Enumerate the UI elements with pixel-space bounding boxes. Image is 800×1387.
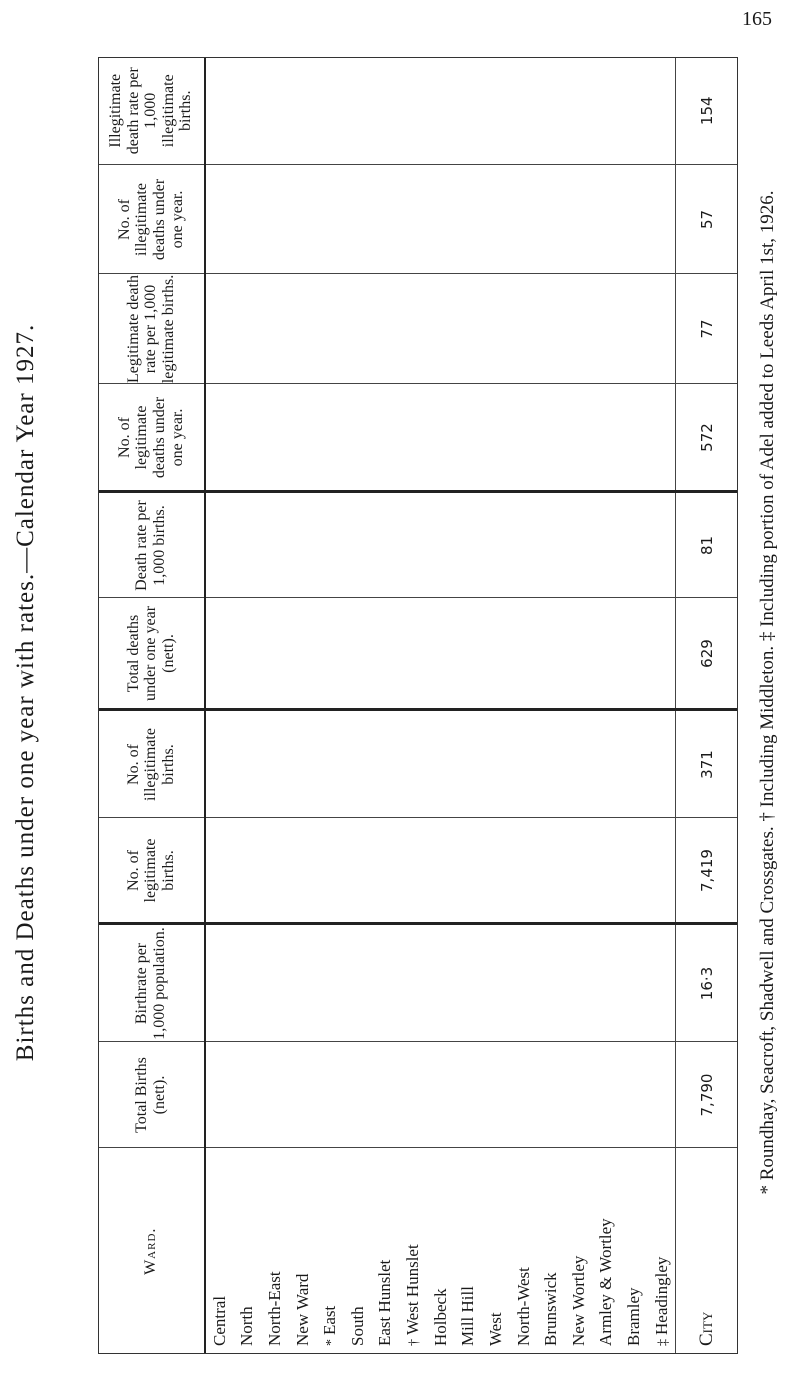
value-cell — [482, 274, 510, 384]
value-cell — [482, 924, 510, 1042]
value-cell — [205, 274, 234, 384]
value-cell — [455, 1042, 483, 1148]
ward-cell — [372, 1148, 400, 1354]
ward-cell — [565, 1148, 593, 1354]
table-row — [648, 57, 676, 1354]
value-cell — [289, 818, 317, 924]
ward-cell — [399, 1148, 427, 1354]
ward-cell — [344, 1148, 372, 1354]
value-cell — [261, 598, 289, 710]
value-cell — [537, 818, 565, 924]
table-row — [399, 57, 427, 1354]
value-cell — [316, 1042, 344, 1148]
value-cell — [593, 924, 621, 1042]
table-row — [537, 57, 565, 1354]
value-cell — [289, 274, 317, 384]
value-cell — [648, 924, 676, 1042]
ward-cell — [455, 1148, 483, 1354]
table-wrap — [98, 57, 738, 1354]
value-cell: 629 — [676, 598, 738, 710]
value-cell — [427, 598, 455, 710]
table-row — [261, 57, 289, 1354]
value-cell — [399, 57, 427, 165]
footnote-mark: * — [324, 1339, 340, 1346]
value-cell — [593, 492, 621, 598]
table-body — [205, 57, 738, 1354]
value-cell — [316, 598, 344, 710]
value-cell — [565, 165, 593, 274]
value-cell — [372, 1042, 400, 1148]
value-cell — [427, 818, 455, 924]
value-cell — [234, 384, 262, 492]
value-cell — [565, 274, 593, 384]
table-row — [620, 57, 648, 1354]
value-cell: 81 — [676, 492, 738, 598]
value-cell — [205, 924, 234, 1042]
value-cell — [289, 598, 317, 710]
value-cell — [205, 384, 234, 492]
value-cell — [537, 57, 565, 165]
value-cell — [648, 1042, 676, 1148]
value-cell — [648, 57, 676, 165]
value-cell — [620, 384, 648, 492]
column-header: Illegitimate death rate per 1,000 illegitimate births. — [98, 57, 205, 165]
value-cell: 572 — [676, 384, 738, 492]
value-cell — [234, 598, 262, 710]
value-cell — [648, 384, 676, 492]
ward-name: West Hunslet — [403, 1244, 423, 1335]
value-cell — [510, 492, 538, 598]
value-cell — [427, 924, 455, 1042]
value-cell — [620, 165, 648, 274]
value-cell — [261, 924, 289, 1042]
value-cell: 371 — [676, 710, 738, 818]
value-cell — [234, 710, 262, 818]
column-header-ward: Ward. — [98, 1148, 205, 1354]
ward-name: West — [485, 1312, 505, 1346]
value-cell — [537, 274, 565, 384]
value-cell — [620, 57, 648, 165]
value-cell — [648, 710, 676, 818]
value-cell — [427, 274, 455, 384]
value-cell — [455, 165, 483, 274]
table-row — [427, 57, 455, 1354]
value-cell — [648, 165, 676, 274]
value-cell — [234, 57, 262, 165]
value-cell — [399, 924, 427, 1042]
value-cell — [648, 598, 676, 710]
value-cell — [620, 924, 648, 1042]
column-header: No. of legitimate births. — [98, 818, 205, 924]
running-title: Births and Deaths under one year with rates.—Calendar Year 1927. — [12, 323, 39, 1062]
value-cell — [316, 57, 344, 165]
value-cell — [620, 492, 648, 598]
ward-cell — [289, 1148, 317, 1354]
value-cell — [482, 57, 510, 165]
value-cell — [593, 274, 621, 384]
value-cell: 7,419 — [676, 818, 738, 924]
value-cell — [565, 818, 593, 924]
value-cell — [593, 818, 621, 924]
value-cell — [261, 1042, 289, 1148]
table-row — [344, 57, 372, 1354]
value-cell — [344, 384, 372, 492]
ward-name: Headingley — [651, 1256, 671, 1335]
value-cell — [234, 492, 262, 598]
value-cell — [593, 598, 621, 710]
value-cell — [261, 165, 289, 274]
value-cell — [620, 598, 648, 710]
value-cell: 7,790 — [676, 1042, 738, 1148]
ward-cell — [593, 1148, 621, 1354]
value-cell — [344, 598, 372, 710]
value-cell — [455, 924, 483, 1042]
value-cell — [427, 492, 455, 598]
value-cell — [261, 710, 289, 818]
column-header: Legitimate death rate per 1,000 legitimate births. — [98, 274, 205, 384]
value-cell — [565, 924, 593, 1042]
table-row — [593, 57, 621, 1354]
value-cell — [620, 274, 648, 384]
value-cell — [620, 710, 648, 818]
value-cell — [344, 818, 372, 924]
ward-cell — [510, 1148, 538, 1354]
value-cell — [205, 710, 234, 818]
value-cell — [234, 274, 262, 384]
value-cell — [205, 598, 234, 710]
value-cell — [565, 492, 593, 598]
value-cell — [455, 384, 483, 492]
value-cell — [593, 57, 621, 165]
value-cell — [427, 165, 455, 274]
value-cell — [565, 57, 593, 165]
column-header: Birthrate per 1,000 population. — [98, 924, 205, 1042]
value-cell — [372, 924, 400, 1042]
value-cell — [205, 165, 234, 274]
value-cell — [234, 924, 262, 1042]
table-row — [455, 57, 483, 1354]
table-row — [289, 57, 317, 1354]
ward-name: New Ward — [292, 1273, 312, 1346]
value-cell — [234, 1042, 262, 1148]
ward-name: Mill Hill — [458, 1286, 478, 1346]
ward-cell — [620, 1148, 648, 1354]
ward-cell — [427, 1148, 455, 1354]
value-cell: 154 — [676, 57, 738, 165]
value-cell — [234, 818, 262, 924]
value-cell — [344, 274, 372, 384]
ward-name: South — [347, 1306, 367, 1346]
value-cell — [261, 384, 289, 492]
value-cell — [482, 1042, 510, 1148]
value-cell — [455, 274, 483, 384]
value-cell — [316, 924, 344, 1042]
value-cell — [372, 384, 400, 492]
value-cell — [234, 165, 262, 274]
value-cell — [399, 598, 427, 710]
ward-name: East Hunslet — [375, 1259, 395, 1346]
value-cell — [648, 492, 676, 598]
value-cell — [620, 818, 648, 924]
value-cell — [316, 818, 344, 924]
table-header-row — [98, 57, 205, 1354]
value-cell — [289, 924, 317, 1042]
footnote: * Roundhay, Seacroft, Shadwell and Crossgates. † Including Middleton. ‡ Including portion of Adel added to Leeds April 1st, 1926. — [757, 190, 778, 1195]
value-cell — [344, 924, 372, 1042]
value-cell — [537, 165, 565, 274]
value-cell — [205, 492, 234, 598]
value-cell — [593, 1042, 621, 1148]
value-cell — [372, 57, 400, 165]
value-cell — [510, 598, 538, 710]
ward-cell — [316, 1148, 344, 1354]
value-cell — [316, 165, 344, 274]
value-cell — [565, 598, 593, 710]
value-cell — [537, 924, 565, 1042]
value-cell — [205, 57, 234, 165]
ward-name: Bramley — [623, 1287, 643, 1346]
table-row — [372, 57, 400, 1354]
value-cell — [427, 384, 455, 492]
ward-name: Central — [209, 1295, 229, 1346]
footnote-mark: † — [407, 1339, 423, 1346]
value-cell — [289, 1042, 317, 1148]
ward-cell — [234, 1148, 262, 1354]
value-cell: 77 — [676, 274, 738, 384]
value-cell — [205, 1042, 234, 1148]
value-cell — [537, 598, 565, 710]
value-cell — [289, 710, 317, 818]
ward-name: Brunswick — [541, 1272, 561, 1346]
column-header: Death rate per 1,000 births. — [98, 492, 205, 598]
value-cell — [537, 710, 565, 818]
value-cell — [261, 57, 289, 165]
ward-cell — [648, 1148, 676, 1354]
value-cell — [289, 57, 317, 165]
ward-cell — [676, 1148, 738, 1354]
table-row — [482, 57, 510, 1354]
value-cell — [648, 274, 676, 384]
value-cell — [205, 818, 234, 924]
table-row — [234, 57, 262, 1354]
value-cell — [399, 274, 427, 384]
value-cell: 16·3 — [676, 924, 738, 1042]
ward-cell — [537, 1148, 565, 1354]
value-cell — [372, 492, 400, 598]
value-cell — [289, 492, 317, 598]
value-cell — [455, 818, 483, 924]
ward-cell — [261, 1148, 289, 1354]
value-cell — [565, 1042, 593, 1148]
value-cell — [620, 1042, 648, 1148]
value-cell — [316, 492, 344, 598]
value-cell — [372, 165, 400, 274]
value-cell — [510, 57, 538, 165]
value-cell — [455, 598, 483, 710]
ward-name: East — [320, 1305, 340, 1335]
value-cell — [344, 57, 372, 165]
value-cell — [482, 384, 510, 492]
value-cell — [427, 710, 455, 818]
value-cell — [344, 710, 372, 818]
value-cell — [399, 818, 427, 924]
column-header: Total Births (nett). — [98, 1042, 205, 1148]
value-cell — [455, 492, 483, 598]
value-cell — [372, 818, 400, 924]
table-row — [316, 57, 344, 1354]
value-cell — [565, 710, 593, 818]
column-header: Total deaths under one year (nett). — [98, 598, 205, 710]
ward-name: North-West — [513, 1267, 533, 1346]
value-cell — [261, 492, 289, 598]
ward-name: Holbeck — [430, 1288, 450, 1346]
value-cell — [510, 924, 538, 1042]
value-cell — [482, 165, 510, 274]
value-cell — [372, 274, 400, 384]
ward-cell — [482, 1148, 510, 1354]
value-cell — [510, 384, 538, 492]
value-cell — [399, 492, 427, 598]
value-cell — [372, 598, 400, 710]
value-cell — [537, 384, 565, 492]
value-cell — [510, 818, 538, 924]
value-cell — [344, 1042, 372, 1148]
value-cell — [455, 710, 483, 818]
column-header: No. of illegitimate births. — [98, 710, 205, 818]
value-cell — [510, 274, 538, 384]
value-cell — [593, 710, 621, 818]
value-cell — [593, 165, 621, 274]
value-cell — [289, 384, 317, 492]
value-cell — [399, 710, 427, 818]
ward-cell — [205, 1148, 234, 1354]
value-cell — [427, 57, 455, 165]
table-row — [510, 57, 538, 1354]
ward-name: City — [696, 1311, 718, 1346]
column-header: No. of legitimate deaths under one year. — [98, 384, 205, 492]
value-cell — [455, 57, 483, 165]
value-cell — [372, 710, 400, 818]
footnote-mark: ‡ — [655, 1339, 671, 1346]
value-cell — [427, 1042, 455, 1148]
table-row — [205, 57, 234, 1354]
value-cell — [510, 165, 538, 274]
value-cell — [482, 818, 510, 924]
value-cell — [510, 710, 538, 818]
value-cell — [316, 384, 344, 492]
total-row — [676, 57, 738, 1354]
column-header: No. of illegitimate deaths under one year. — [98, 165, 205, 274]
value-cell — [399, 384, 427, 492]
value-cell — [316, 274, 344, 384]
value-cell: 57 — [676, 165, 738, 274]
value-cell — [261, 274, 289, 384]
value-cell — [344, 492, 372, 598]
value-cell — [565, 384, 593, 492]
table-row — [565, 57, 593, 1354]
value-cell — [593, 384, 621, 492]
value-cell — [482, 710, 510, 818]
value-cell — [344, 165, 372, 274]
value-cell — [399, 165, 427, 274]
value-cell — [510, 1042, 538, 1148]
ward-name: North — [237, 1306, 257, 1346]
value-cell — [289, 165, 317, 274]
births-deaths-table — [98, 57, 738, 1354]
value-cell — [537, 1042, 565, 1148]
value-cell — [399, 1042, 427, 1148]
value-cell — [261, 818, 289, 924]
ward-name: North-East — [265, 1271, 285, 1346]
value-cell — [537, 492, 565, 598]
ward-name: New Wortley — [568, 1255, 588, 1346]
page-number: 165 — [742, 8, 772, 30]
value-cell — [648, 818, 676, 924]
ward-name: Armley & Wortley — [596, 1218, 616, 1346]
value-cell — [316, 710, 344, 818]
value-cell — [482, 492, 510, 598]
value-cell — [482, 598, 510, 710]
